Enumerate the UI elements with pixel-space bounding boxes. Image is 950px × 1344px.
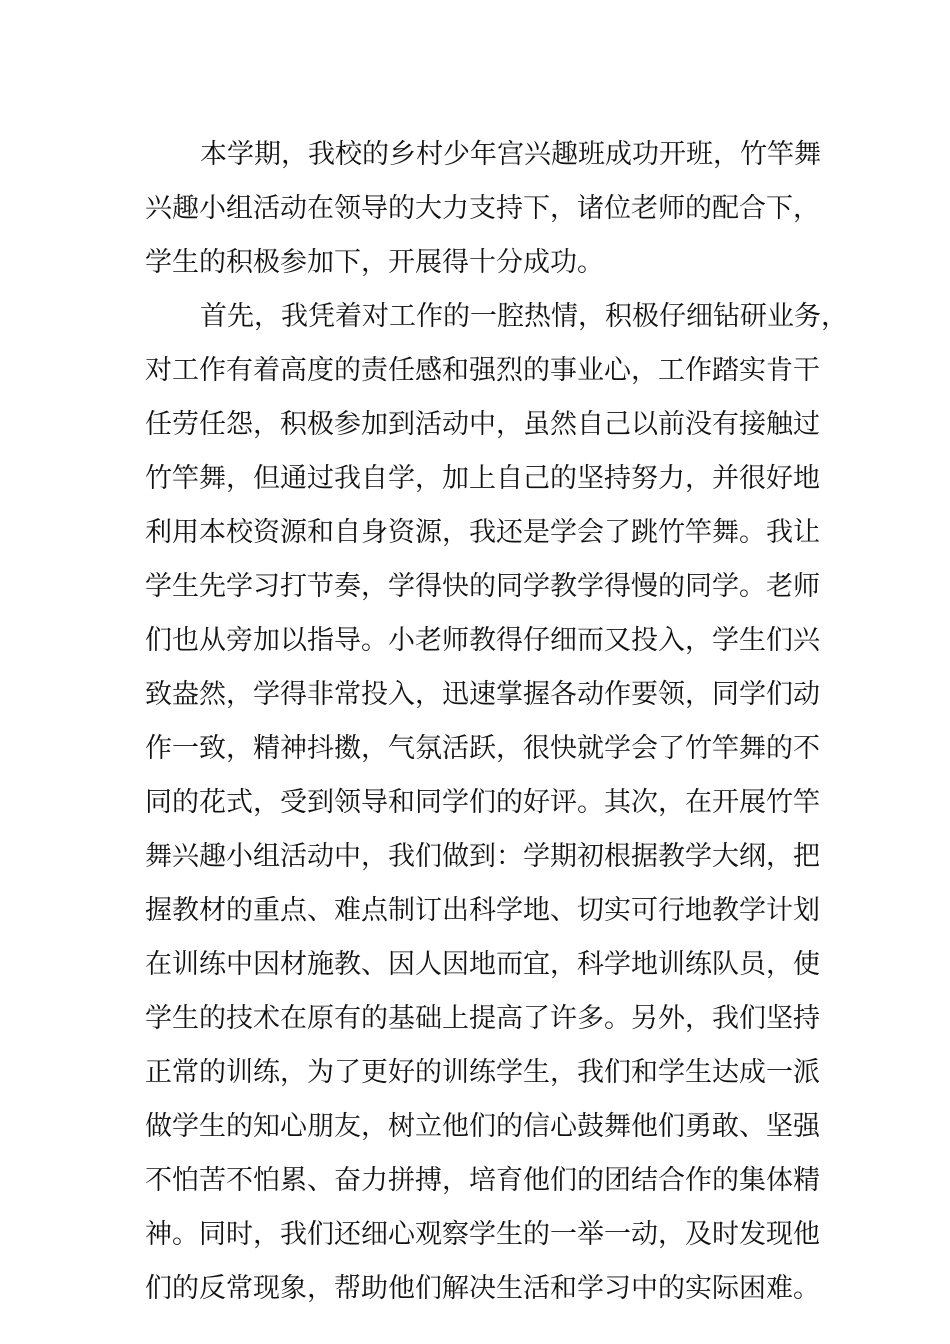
text-line: 正常的训练，为了更好的训练学生，我们和学生达成一派 bbox=[145, 1057, 820, 1088]
text-line: 握教材的重点、难点制订出科学地、切实可行地教学计划 bbox=[145, 895, 820, 926]
text-line: 任劳任怨，积极参加到活动中，虽然自己以前没有接触过 bbox=[145, 409, 820, 440]
text-line: 同的花式，受到领导和同学们的好评。其次，在开展竹竿 bbox=[145, 787, 820, 818]
text-line: 对工作有着高度的责任感和强烈的事业心，工作踏实肯干 bbox=[145, 355, 820, 386]
text-line: 首先，我凭着对工作的一腔热情，积极仔细钻研业务， bbox=[200, 301, 848, 332]
paragraph-2 bbox=[145, 290, 848, 1316]
text-line: 们的反常现象，帮助他们解决生活和学习中的实际困难。 bbox=[145, 1273, 820, 1304]
document-body bbox=[145, 128, 848, 1316]
text-line: 学生的积极参加下，开展得十分成功。 bbox=[145, 247, 604, 278]
text-line: 学生先学习打节奏，学得快的同学教学得慢的同学。老师 bbox=[145, 571, 820, 602]
text-line: 神。同时，我们还细心观察学生的一举一动，及时发现他 bbox=[145, 1219, 820, 1250]
text-line: 作一致，精神抖擞，气氛活跃，很快就学会了竹竿舞的不 bbox=[145, 733, 820, 764]
text-line: 学生的技术在原有的基础上提高了许多。另外，我们坚持 bbox=[145, 1003, 820, 1034]
text-line: 竹竿舞，但通过我自学，加上自己的坚持努力，并很好地 bbox=[145, 463, 820, 494]
text-line: 本学期，我校的乡村少年宫兴趣班成功开班，竹竿舞 bbox=[200, 139, 821, 170]
text-line: 不怕苦不怕累、奋力拼搏，培育他们的团结合作的集体精 bbox=[145, 1165, 820, 1196]
text-line: 致盎然，学得非常投入，迅速掌握各动作要领，同学们动 bbox=[145, 679, 820, 710]
text-line: 们也从旁加以指导。小老师教得仔细而又投入，学生们兴 bbox=[145, 625, 820, 656]
text-line: 兴趣小组活动在领导的大力支持下，诸位老师的配合下， bbox=[145, 193, 820, 224]
text-line: 做学生的知心朋友，树立他们的信心鼓舞他们勇敢、坚强 bbox=[145, 1111, 820, 1142]
paragraph-1 bbox=[145, 128, 825, 290]
text-line: 利用本校资源和自身资源，我还是学会了跳竹竿舞。我让 bbox=[145, 517, 820, 548]
text-line: 在训练中因材施教、因人因地而宜，科学地训练队员，使 bbox=[145, 949, 820, 980]
text-line: 舞兴趣小组活动中，我们做到：学期初根据教学大纲，把 bbox=[145, 841, 820, 872]
